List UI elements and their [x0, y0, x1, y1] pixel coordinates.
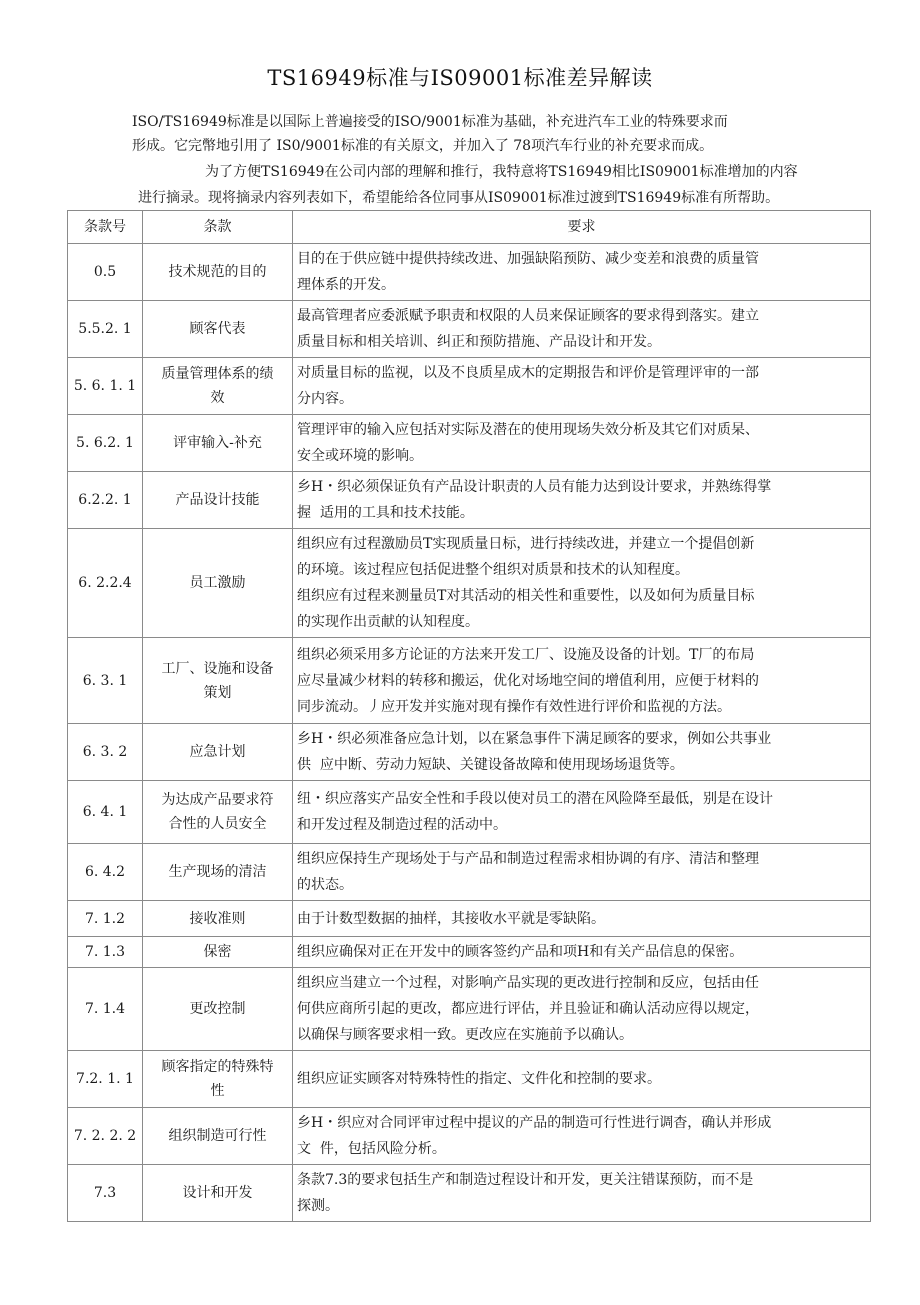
table-row: [68, 529, 871, 638]
clause-number: 7.3: [93, 1185, 117, 1201]
requirement-text: [293, 1064, 870, 1094]
requirement-line: 纽・织应落实产品安全性和手段以使对员工的潜在风险降至最低，别是在设计: [297, 791, 773, 807]
clause-number: 6. 3. 2: [82, 744, 128, 760]
table-row: [68, 901, 871, 937]
requirement-text: [293, 724, 870, 780]
intro-line-1: ISO/TS16949标准是以国际上普遍接受的ISO/9001标准为基础，补充进汽车工业的特殊要求而: [132, 114, 728, 130]
clause-name: [143, 940, 292, 964]
requirement-cell: [293, 472, 871, 529]
clause-number: 5.5.2. 1: [78, 321, 132, 337]
requirement-line: 探测。: [297, 1198, 339, 1214]
clause-name-line: 技术规范的目的: [168, 264, 267, 280]
clause-name-line: 组织制造可行性: [168, 1128, 267, 1144]
requirement-cell: [293, 724, 871, 781]
clause-number-cell: [68, 472, 143, 529]
clause-number-cell: [68, 781, 143, 844]
requirement-line: 应尽量减少材料的转移和搬运，优化对场地空间的增值利用，应便于材料的: [297, 672, 759, 689]
table-row: [68, 1165, 871, 1222]
clause-number-cell: [68, 901, 143, 937]
clause-name-cell: [143, 244, 293, 301]
requirement-line: 最高管理者应委派赋予职责和权限的人员来保证顾客的要求得到落实。建立: [297, 308, 759, 324]
clause-name-line: 合性的人员安全: [168, 816, 267, 832]
requirement-cell: [293, 358, 871, 415]
requirement-line: 管理评审的输入应包括对实际及潜在的使用现场失效分析及其它们对质杲、: [297, 422, 759, 438]
requirement-line: 乡H・织必须保证负有产品设计职责的人员有能力达到设计要求，并熟练得掌: [297, 479, 772, 495]
requirement-text: [293, 301, 870, 357]
clause-name-line: 为达成产品要求符: [161, 792, 274, 808]
clause-number: 7.2. 1. 1: [76, 1071, 134, 1087]
clause-number: 6. 3. 1: [82, 672, 128, 689]
clause-name-line: 性: [210, 1083, 225, 1099]
requirement-line: 组织应保持生产现场处于与产品和制造过程需求相协调的有序、清洁和整理: [297, 851, 759, 867]
clause-name-cell: [143, 358, 293, 415]
clause-name: [143, 1124, 292, 1148]
table-row: [68, 781, 871, 844]
clause-name-line: 顾客代表: [189, 321, 246, 337]
clause-name-cell: [143, 415, 293, 472]
clause-number: 6.2.2. 1: [78, 492, 132, 508]
clause-number-cell: [68, 638, 143, 724]
clauses-table: [67, 210, 871, 1222]
clause-name-cell: [143, 937, 293, 968]
requirement-line: 供 应中断、劳动力短缺、关键设备故障和使用现场场退货等。: [297, 757, 684, 773]
header-requirement: 要求: [293, 211, 871, 244]
clause-name-cell: [143, 529, 293, 638]
requirement-line: 分内容。: [297, 391, 353, 407]
clause-name-line: 接收准则: [189, 910, 246, 927]
requirement-line: 组织应证实顾客对特殊特性的指定、文件化和控制的要求。: [297, 1071, 661, 1087]
requirement-line: 的状态。: [297, 877, 353, 893]
clause-number-cell: [68, 244, 143, 301]
requirement-text: [293, 415, 870, 471]
requirement-cell: [293, 968, 871, 1051]
table-header-row: [68, 211, 871, 244]
requirement-cell: [293, 529, 871, 638]
clause-number-cell: [68, 724, 143, 781]
requirement-cell: [293, 244, 871, 301]
requirement-line: 何供应商所引起的更改，都应进行评估，并且验证和确认活动应得以规定，: [297, 1001, 759, 1017]
requirement-cell: [293, 844, 871, 901]
requirement-cell: [293, 415, 871, 472]
table-row: [68, 638, 871, 724]
requirement-text: [293, 844, 870, 900]
requirement-text: [293, 1165, 870, 1221]
clause-name-line: 策划: [203, 684, 232, 701]
requirement-text: [293, 968, 870, 1050]
clause-name-line: 生产现场的清洁: [168, 864, 267, 880]
clause-name: [143, 431, 292, 455]
requirement-line: 质量目标和相关培训、纠正和预防措施、产品设计和开发。: [297, 334, 661, 350]
clause-name-line: 应急计划: [189, 744, 246, 760]
requirement-line: 乡H・织应对合同评审过程中提议的产品的制造可行性进行调杳，确认并形成: [297, 1115, 772, 1131]
clause-number-cell: [68, 358, 143, 415]
clause-name: [143, 860, 292, 884]
requirement-line: 理体系的开发。: [297, 277, 395, 293]
requirement-cell: [293, 638, 871, 724]
clause-name-line: 保密: [203, 944, 232, 960]
table-row: [68, 301, 871, 358]
requirement-text: [293, 472, 870, 528]
requirement-line: 乡H・织必须准备应急计划，以在紧急事件下满足顾客的要求，例如公共事业: [297, 731, 772, 747]
clause-name-line: 工厂、设施和设备: [161, 660, 274, 677]
requirement-text: [293, 904, 870, 934]
requirement-line: 组织应当建立一个过程，对影响产品实现的更改进行控制和反应，包括由任: [297, 975, 759, 991]
clause-name: [143, 1181, 292, 1205]
clause-number: 6. 4. 1: [82, 804, 128, 820]
requirement-text: [293, 358, 870, 414]
requirement-text: [293, 784, 870, 840]
requirement-line: 的实现作出贡献的认知程度。: [297, 614, 479, 630]
intro-line-3: 为了方便TS16949在公司内部的理解和推行，我特意将TS16949相比IS09001标准增加的内容: [205, 164, 798, 180]
clause-name: [143, 740, 292, 764]
requirement-line: 同步流动。丿应开发并实施对现有操作有效性进行评价和监视的方法。: [297, 698, 731, 715]
requirement-line: 安全或环境的影响。: [297, 448, 423, 464]
requirement-text: [293, 529, 870, 637]
table-row: [68, 1108, 871, 1165]
clause-name-cell: [143, 724, 293, 781]
clause-number: 5. 6. 1. 1: [73, 378, 137, 394]
clause-name: [143, 1055, 292, 1103]
clause-name: [143, 997, 292, 1021]
clause-name: [143, 907, 292, 931]
clause-number-cell: [68, 415, 143, 472]
requirement-line: 组织应有过程激励员T实现质量日标，进行持续改进，并建立一个提倡创新: [297, 536, 755, 552]
requirement-line: 组织应确保对正在开发中的顾客签约产品和项H和有关产品信息的保密。: [297, 944, 744, 960]
clause-number-cell: [68, 301, 143, 358]
clause-number-cell: [68, 844, 143, 901]
clause-name-cell: [143, 844, 293, 901]
requirement-line: 的环境。该过程应包括促进整个组织对质景和技术的认知程度。: [297, 562, 689, 578]
clause-name-cell: [143, 968, 293, 1051]
requirement-cell: [293, 301, 871, 358]
clause-number: 7. 2. 2. 2: [73, 1128, 137, 1144]
clause-name-cell: [143, 1165, 293, 1222]
clause-number: 6. 4.2: [84, 864, 126, 880]
requirement-line: 握 适用的工具和技术技能。: [297, 505, 474, 521]
clause-name-cell: [143, 301, 293, 358]
clause-name: [143, 488, 292, 512]
requirement-cell: [293, 1108, 871, 1165]
clause-name: [143, 260, 292, 284]
table-row: [68, 724, 871, 781]
clause-number: 0.5: [93, 264, 117, 280]
clause-name-line: 设计和开发: [182, 1185, 253, 1201]
requirement-line: 文 件，包括风险分析。: [297, 1141, 446, 1157]
clause-name: [143, 317, 292, 341]
clause-number: 6. 2.2.4: [78, 575, 132, 591]
requirement-line: 组织应有过程来测量员T对其活动的相关性和重要性，以及如何为质量目标: [297, 588, 755, 604]
intro-line-4: 进行摘录。现将摘录内容列表如下，希望能给各位同事从IS09001标准过渡到TS16949标准有所帮助。: [138, 190, 780, 206]
header-clause-no: 条款号: [68, 211, 143, 244]
clause-name-line: 质量管理体系的绩: [161, 366, 274, 382]
clause-number: 7. 1.3: [84, 944, 126, 960]
requirement-cell: [293, 781, 871, 844]
clause-name-line: 评审输入-补充: [173, 435, 262, 451]
table-row: [68, 1051, 871, 1108]
clause-name-cell: [143, 638, 293, 724]
document-title: TS16949标准与IS09001标准差异解读: [267, 66, 653, 90]
header-clause: 条款: [143, 211, 293, 244]
clause-name-cell: [143, 781, 293, 844]
requirement-cell: [293, 901, 871, 937]
clause-name-cell: [143, 1051, 293, 1108]
clause-number-cell: [68, 1051, 143, 1108]
table-body: [68, 244, 871, 1222]
clause-name-cell: [143, 901, 293, 937]
requirement-text: [293, 1108, 870, 1164]
requirement-text: [293, 937, 870, 967]
requirement-text: [293, 640, 870, 722]
table-row: [68, 415, 871, 472]
requirement-line: 由于计数型数据的抽样，其接收水平就是零缺陷。: [297, 910, 605, 927]
requirement-line: 组织必须采用多方论证的方法来开发工厂、设施及设备的计划。T厂的布局: [297, 646, 755, 663]
clause-name-line: 更改控制: [189, 1001, 246, 1017]
clause-name: [143, 657, 292, 705]
requirement-line: 对质量目标的监视，以及不良质星成木的定期报告和评价是管理评审的一部: [297, 365, 759, 381]
table-row: [68, 244, 871, 301]
clause-number-cell: [68, 1108, 143, 1165]
clause-name-cell: [143, 1108, 293, 1165]
requirement-line: 和开发过程及制造过程的活动中。: [297, 817, 507, 833]
clause-number-cell: [68, 529, 143, 638]
clause-name: [143, 788, 292, 836]
clause-name-line: 效: [210, 390, 225, 406]
requirement-line: 目的在于供应链中提供持续改进、加强缺陷预防、减少变差和浪费的质量管: [297, 251, 759, 267]
requirement-text: [293, 244, 870, 300]
table-row: [68, 937, 871, 968]
clause-number-cell: [68, 937, 143, 968]
table-row: [68, 358, 871, 415]
requirement-cell: [293, 1165, 871, 1222]
clause-name-line: 员工激励: [189, 575, 246, 591]
clause-name-line: 顾客指定的特殊特: [161, 1059, 274, 1075]
clause-name: [143, 362, 292, 410]
requirement-cell: [293, 937, 871, 968]
requirement-cell: [293, 1051, 871, 1108]
clause-number: 5. 6.2. 1: [76, 435, 134, 451]
clause-number-cell: [68, 1165, 143, 1222]
clause-number-cell: [68, 968, 143, 1051]
requirement-line: 以确保与顾客要求相一致。更改应在实施前予以确认。: [297, 1027, 633, 1043]
table-row: [68, 968, 871, 1051]
clause-number: 7. 1.2: [84, 910, 126, 927]
clause-name: [143, 571, 292, 595]
table-row: [68, 472, 871, 529]
clause-number: 7. 1.4: [84, 1001, 126, 1017]
clause-name-line: 产品设计技能: [175, 492, 260, 508]
clause-name-cell: [143, 472, 293, 529]
table-row: [68, 844, 871, 901]
intro-line-2: 形成。它完幣地引用了 IS0/9001标准的有关原文，并加入了 78项汽车行业的补充要求而成。: [132, 138, 714, 154]
requirement-line: 条款7.3的要求包括生产和制造过程设计和开发，更关注错谋预防，而不是: [297, 1172, 754, 1188]
